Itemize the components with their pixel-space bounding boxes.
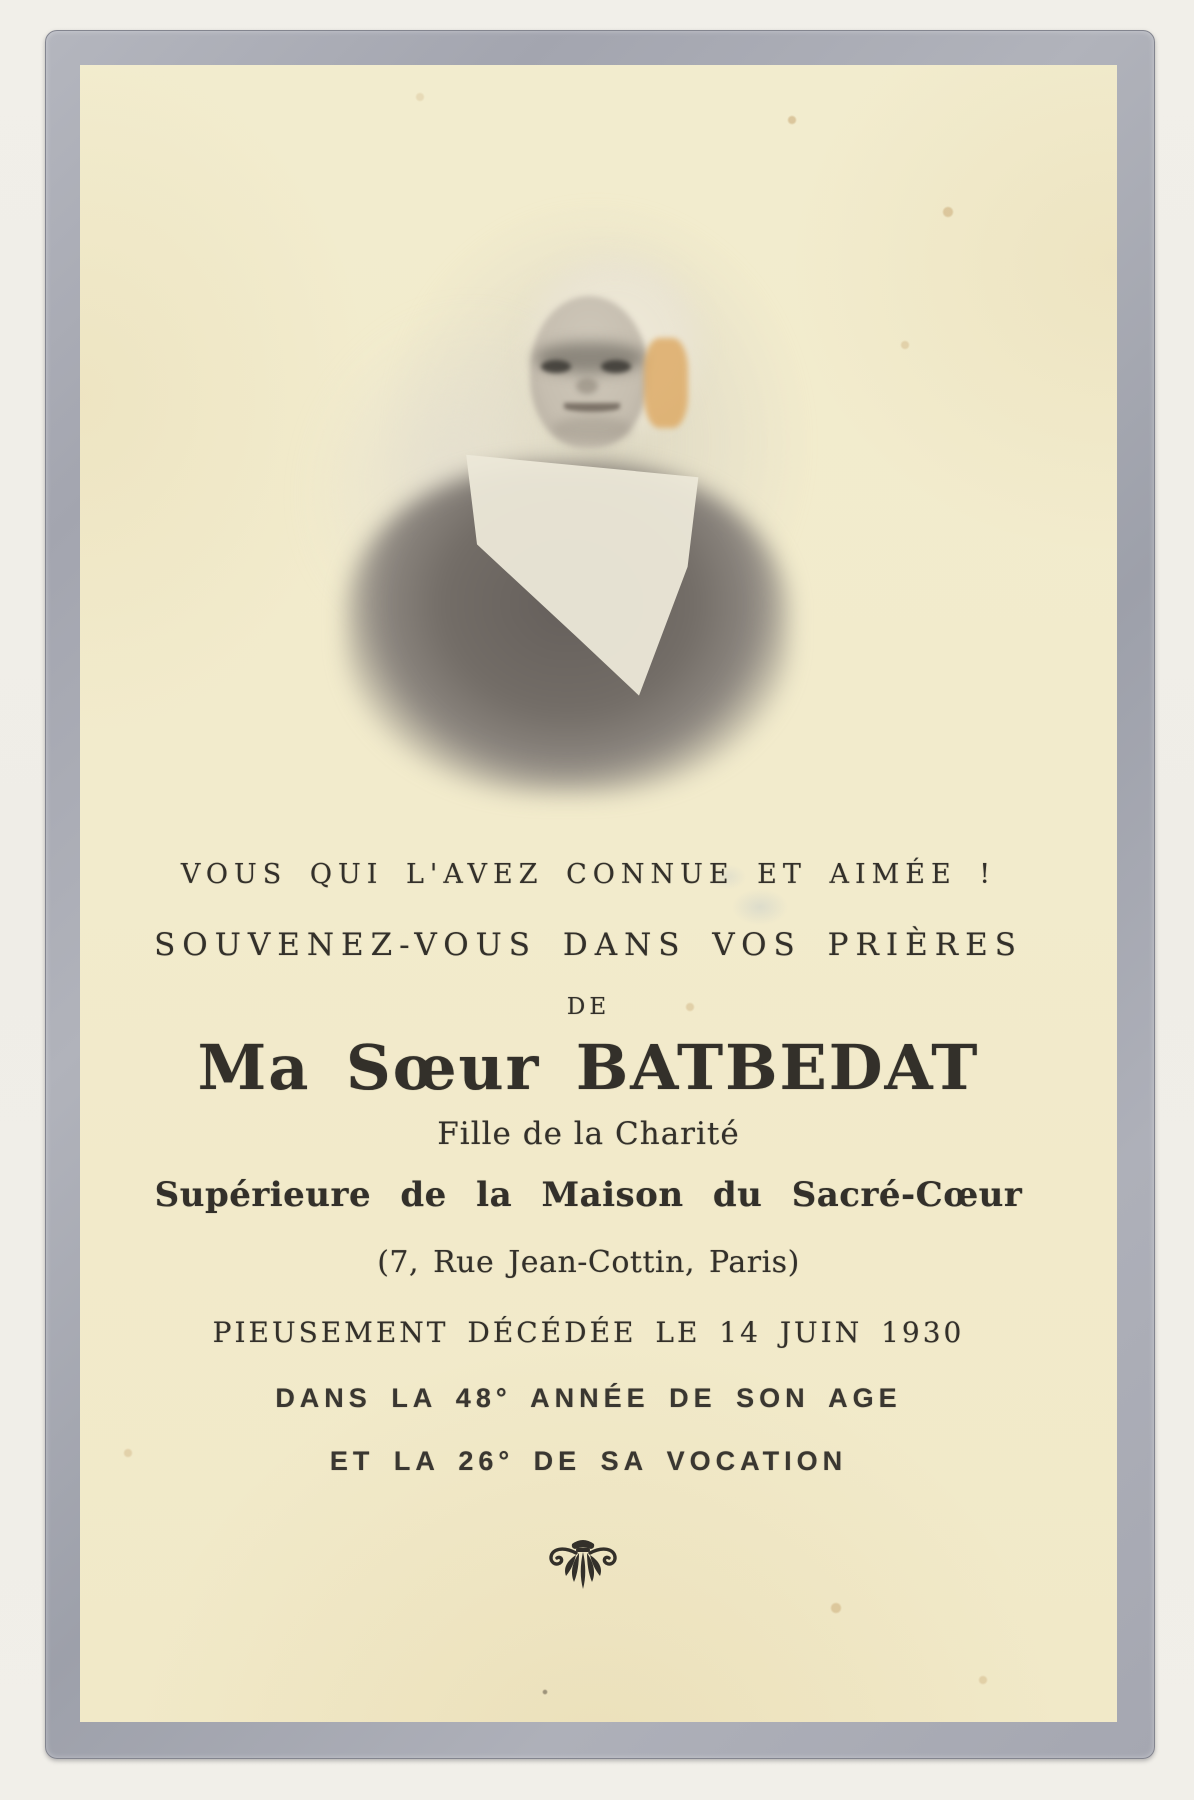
death-date-line: PIEUSEMENT DÉCÉDÉE LE 14 JUIN 1930 [212, 1316, 965, 1349]
religious-title: Fille de la Charité [437, 1116, 740, 1152]
age-line: DANS LA 48° ANNÉE DE SON AGE [275, 1383, 902, 1413]
invocation-line-1: VOUS QUI L'AVEZ CONNUE ET AIMÉE ! [180, 859, 997, 890]
invocation-line-2: SOUVENEZ-VOUS DANS VOS PRIÈRES [154, 927, 1023, 963]
deceased-name: Ma Sœur BATBEDAT [197, 1031, 980, 1104]
fleuron-ornament [546, 1535, 620, 1599]
preposition-de: DE [566, 994, 611, 1020]
printed-text-block [70, 65, 1107, 1722]
memorial-card [45, 30, 1155, 1759]
address-line: (7, Rue Jean-Cottin, Paris) [377, 1245, 800, 1280]
vocation-line: ET LA 26° DE SA VOCATION [329, 1446, 848, 1476]
card-face [80, 65, 1117, 1722]
role-line: Supérieure de la Maison du Sacré-Cœur [154, 1175, 1023, 1215]
